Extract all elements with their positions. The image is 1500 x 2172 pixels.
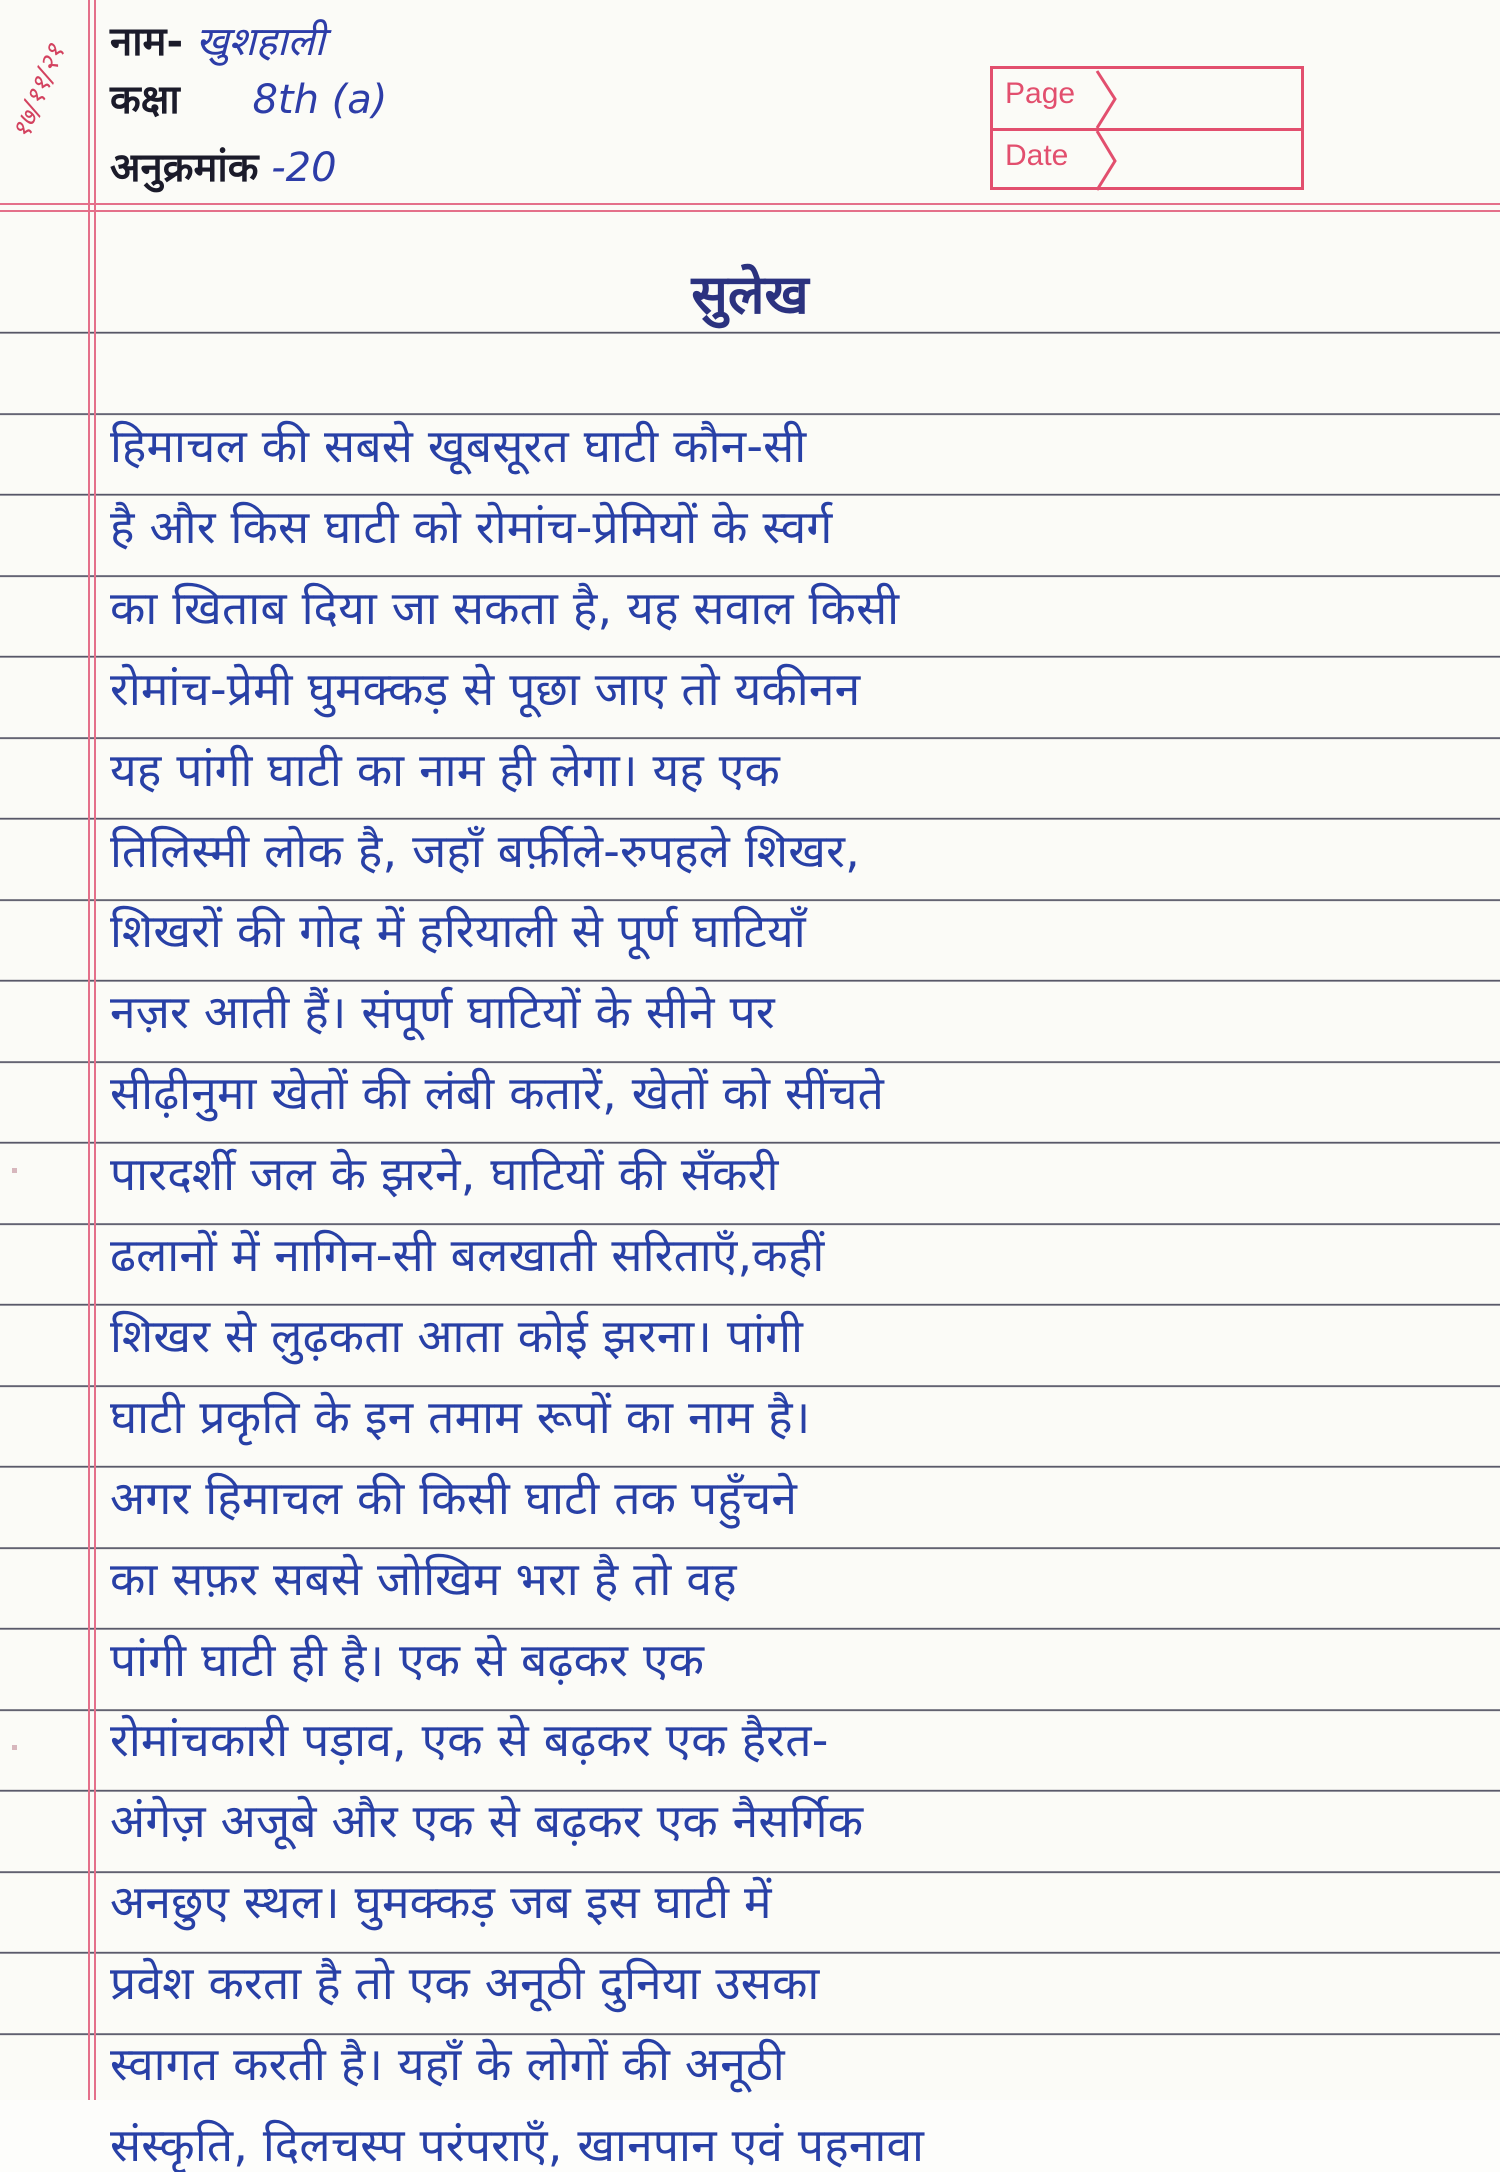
margin-date-note: १७/११/२१	[6, 40, 72, 144]
class-label: कक्षा	[110, 77, 180, 123]
page-title: सुलेख	[691, 263, 809, 326]
essay-line: रोमांचकारी पड़ाव, एक से बढ़कर एक हैरत-	[110, 1713, 829, 1767]
essay-line: पांगी घाटी ही है। एक से बढ़कर एक	[110, 1633, 705, 1687]
essay-line: रोमांच-प्रेमी घुमक्कड़ से पूछा जाए तो यकीनन	[110, 662, 861, 716]
margin-speck	[12, 1745, 17, 1750]
essay-line: पारदर्शी जल के झरने, घाटियों की सँकरी	[110, 1147, 779, 1201]
essay-line: सीढ़ीनुमा खेतों की लंबी कतारें, खेतों को सींचते	[110, 1066, 885, 1120]
essay-line: तिलिस्मी लोक है, जहाँ बर्फ़ीले-रुपहले शिखर,	[110, 824, 860, 878]
essay-line: शिखरों की गोद में हरियाली से पूर्ण घाटियाँ	[110, 904, 806, 958]
essay-line: नज़र आती हैं। संपूर्ण घाटियों के सीने पर	[110, 985, 775, 1039]
essay-line: है और किस घाटी को रोमांच-प्रेमियों के स्वर्ग	[110, 500, 833, 554]
essay-line: यह पांगी घाटी का नाम ही लेगा। यह एक	[110, 743, 780, 797]
essay-line: हिमाचल की सबसे खूबसूरत घाटी कौन-सी	[110, 419, 807, 473]
roll-number-value: -20	[271, 145, 337, 191]
essay-line: अंगेज़ अजूबे और एक से बढ़कर एक नैसर्गिक	[110, 1794, 864, 1848]
essay-line: स्वागत करती है। यहाँ के लोगों की अनूठी	[110, 2037, 785, 2091]
margin-speck	[12, 1168, 17, 1173]
essay-line: घाटी प्रकृति के इन तमाम रूपों का नाम है।	[110, 1390, 811, 1444]
roll-number-label: अनुक्रमांक	[110, 145, 259, 191]
class-value: 8th (a)	[252, 77, 388, 123]
essay-line: अनछुए स्थल। घुमक्कड़ जब इस घाटी में	[110, 1875, 772, 1929]
essay-line: शिखर से लुढ़कता आता कोई झरना। पांगी	[110, 1309, 804, 1363]
page-label: Page	[1005, 77, 1076, 110]
date-row	[993, 128, 1301, 190]
roll-number-field	[110, 145, 337, 191]
essay-line: का सफ़र सबसे जोखिम भरा है तो वह	[110, 1552, 737, 1606]
essay-line: का खिताब दिया जा सकता है, यह सवाल किसी	[110, 581, 900, 635]
essay-line: अगर हिमाचल की किसी घाटी तक पहुँचने	[110, 1471, 798, 1525]
name-label: नाम-	[110, 19, 184, 65]
page-row	[993, 69, 1301, 128]
name-field	[110, 19, 325, 65]
header-separator-line-2	[0, 210, 1500, 212]
essay-line: प्रवेश करता है तो एक अनूठी दुनिया उसका	[110, 1956, 820, 2010]
essay-line: ढलानों में नागिन-सी बलखाती सरिताएँ,कहीं	[110, 1228, 825, 1282]
essay-line: संस्कृति, दिलचस्प परंपराएँ, खानपान एवं पहनावा	[110, 2118, 925, 2172]
date-label: Date	[1005, 139, 1069, 172]
class-field	[110, 77, 388, 123]
name-value: खुशहाली	[195, 19, 325, 65]
header-separator-line	[0, 203, 1500, 205]
page-date-box	[990, 66, 1304, 190]
